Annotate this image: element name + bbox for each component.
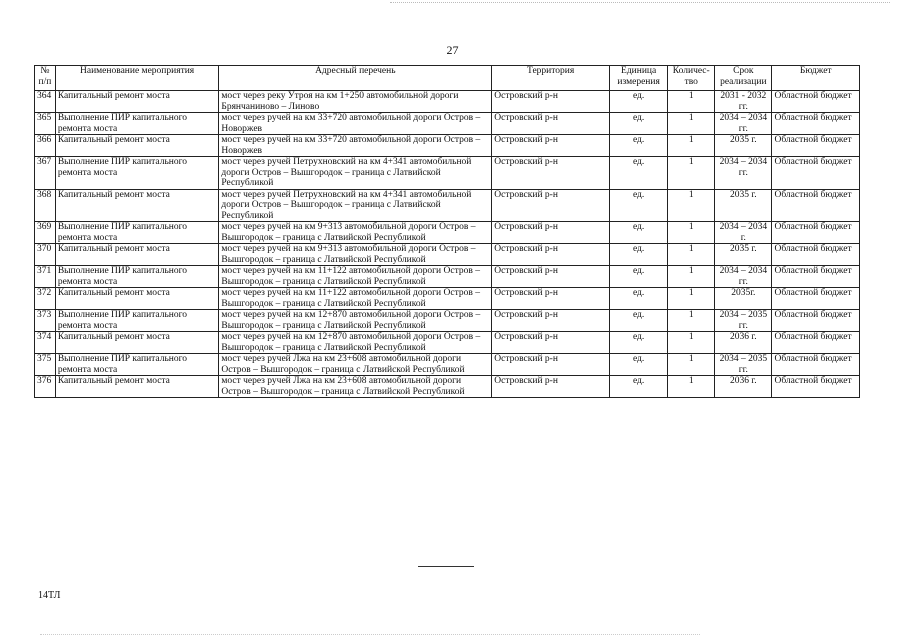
cell-qty: 1 — [668, 310, 715, 332]
cell-term: 2035г. — [715, 288, 772, 310]
cell-unit: ед. — [609, 266, 667, 288]
cell-unit: ед. — [609, 135, 667, 157]
header-territory: Территория — [492, 66, 610, 91]
table-row — [35, 244, 860, 266]
cell-unit: ед. — [609, 376, 667, 398]
cell-budget: Областной бюджет — [772, 354, 860, 376]
cell-budget: Областной бюджет — [772, 91, 860, 113]
cell-term: 2034 – 2035 гг. — [715, 310, 772, 332]
header-address: Адресный перечень — [219, 66, 492, 91]
cell-address: мост через ручей на км 12+870 автомобильной дороги Остров – Вышгородок – граница с Латвийской Республикой — [219, 332, 492, 354]
cell-unit: ед. — [609, 354, 667, 376]
cell-address: мост через ручей Лжа на км 23+608 автомобильной дороги Остров – Вышгородок – граница с Латвийской Республикой — [219, 376, 492, 398]
cell-budget: Областной бюджет — [772, 310, 860, 332]
cell-name: Капитальный ремонт моста — [55, 244, 219, 266]
cell-unit: ед. — [609, 113, 667, 135]
cell-unit: ед. — [609, 244, 667, 266]
cell-address: мост через ручей на км 12+870 автомобильной дороги Остров – Вышгородок – граница с Латвийской Республикой — [219, 310, 492, 332]
cell-address: мост через реку Утроя на км 1+250 автомобильной дороги Брянчаниново – Линово — [219, 91, 492, 113]
cell-term: 2035 г. — [715, 135, 772, 157]
cell-name: Выполнение ПИР капитального ремонта моста — [55, 354, 219, 376]
cell-num: 365 — [35, 113, 56, 135]
cell-territory: Островский р-н — [492, 189, 610, 222]
cell-num: 376 — [35, 376, 56, 398]
table-row — [35, 376, 860, 398]
footer-code: 14ТЛ — [38, 590, 61, 601]
cell-qty: 1 — [668, 91, 715, 113]
cell-term: 2031 - 2032 гг. — [715, 91, 772, 113]
table-row — [35, 266, 860, 288]
cell-budget: Областной бюджет — [772, 157, 860, 190]
table-row — [35, 332, 860, 354]
cell-budget: Областной бюджет — [772, 244, 860, 266]
cell-name: Выполнение ПИР капитального ремонта моста — [55, 266, 219, 288]
cell-name: Выполнение ПИР капитального ремонта моста — [55, 310, 219, 332]
cell-unit: ед. — [609, 157, 667, 190]
table-row — [35, 189, 860, 222]
cell-name: Выполнение ПИР капитального ремонта моста — [55, 222, 219, 244]
cell-address: мост через ручей Лжа на км 23+608 автомобильной дороги Остров – Вышгородок – граница с Латвийской Республикой — [219, 354, 492, 376]
cell-term: 2034 – 2034 гг. — [715, 113, 772, 135]
table-row — [35, 113, 860, 135]
cell-address: мост через ручей на км 11+122 автомобильной дороги Остров – Вышгородок – граница с Латвийской Республикой — [219, 288, 492, 310]
cell-qty: 1 — [668, 332, 715, 354]
cell-name: Капитальный ремонт моста — [55, 91, 219, 113]
cell-qty: 1 — [668, 354, 715, 376]
cell-budget: Областной бюджет — [772, 376, 860, 398]
table-row — [35, 288, 860, 310]
cell-num: 366 — [35, 135, 56, 157]
cell-num: 372 — [35, 288, 56, 310]
header-name: Наименование мероприятия — [55, 66, 219, 91]
scan-edge-bottom — [40, 634, 700, 636]
cell-address: мост через ручей на км 33+720 автомобильной дороги Остров – Новоржев — [219, 135, 492, 157]
cell-unit: ед. — [609, 222, 667, 244]
table-row — [35, 135, 860, 157]
cell-territory: Островский р-н — [492, 91, 610, 113]
cell-budget: Областной бюджет — [772, 266, 860, 288]
cell-num: 371 — [35, 266, 56, 288]
cell-territory: Островский р-н — [492, 354, 610, 376]
table-row — [35, 91, 860, 113]
cell-num: 368 — [35, 189, 56, 222]
cell-unit: ед. — [609, 310, 667, 332]
header-term: Срок реализации — [715, 66, 772, 91]
cell-unit: ед. — [609, 288, 667, 310]
cell-address: мост через ручей на км 9+313 автомобильной дороги Остров – Вышгородок – граница с Латвийской Республикой — [219, 244, 492, 266]
cell-territory: Островский р-н — [492, 157, 610, 190]
table-row — [35, 310, 860, 332]
cell-num: 375 — [35, 354, 56, 376]
cell-budget: Областной бюджет — [772, 113, 860, 135]
cell-address: мост через ручей на км 11+122 автомобильной дороги Остров – Вышгородок – граница с Латвийской Республикой — [219, 266, 492, 288]
table-row — [35, 354, 860, 376]
table-row — [35, 222, 860, 244]
header-unit: Единица измерения — [609, 66, 667, 91]
cell-qty: 1 — [668, 113, 715, 135]
cell-budget: Областной бюджет — [772, 332, 860, 354]
cell-qty: 1 — [668, 376, 715, 398]
header-budget: Бюджет — [772, 66, 860, 91]
cell-territory: Островский р-н — [492, 376, 610, 398]
cell-name: Капитальный ремонт моста — [55, 135, 219, 157]
cell-name: Выполнение ПИР капитального ремонта моста — [55, 157, 219, 190]
cell-term: 2035 г. — [715, 244, 772, 266]
cell-budget: Областной бюджет — [772, 288, 860, 310]
cell-term: 2034 – 2034 гг. — [715, 157, 772, 190]
cell-unit: ед. — [609, 91, 667, 113]
cell-num: 373 — [35, 310, 56, 332]
cell-budget: Областной бюджет — [772, 189, 860, 222]
cell-term: 2034 – 2034 г. — [715, 222, 772, 244]
cell-qty: 1 — [668, 244, 715, 266]
cell-address: мост через ручей на км 33+720 автомобильной дороги Остров – Новоржев — [219, 113, 492, 135]
cell-unit: ед. — [609, 189, 667, 222]
cell-territory: Островский р-н — [492, 266, 610, 288]
cell-qty: 1 — [668, 288, 715, 310]
cell-territory: Островский р-н — [492, 113, 610, 135]
cell-name: Выполнение ПИР капитального ремонта моста — [55, 113, 219, 135]
cell-budget: Областной бюджет — [772, 222, 860, 244]
header-num: № п/п — [35, 66, 56, 91]
measures-table — [34, 65, 860, 398]
scan-edge-top — [390, 2, 890, 4]
cell-address: мост через ручей Петрухновский на км 4+341 автомобильной дороги Остров – Вышгородок – граница с Латвийской Республикой — [219, 157, 492, 190]
cell-num: 364 — [35, 91, 56, 113]
cell-term: 2034 – 2034 гг. — [715, 266, 772, 288]
cell-num: 374 — [35, 332, 56, 354]
cell-term: 2036 г. — [715, 376, 772, 398]
page-number: 27 — [446, 43, 459, 57]
cell-term: 2036 г. — [715, 332, 772, 354]
cell-num: 369 — [35, 222, 56, 244]
cell-qty: 1 — [668, 157, 715, 190]
cell-name: Капитальный ремонт моста — [55, 332, 219, 354]
cell-unit: ед. — [609, 332, 667, 354]
footer-divider — [418, 566, 474, 567]
cell-territory: Островский р-н — [492, 332, 610, 354]
cell-qty: 1 — [668, 189, 715, 222]
cell-address: мост через ручей Петрухновский на км 4+341 автомобильной дороги Остров – Вышгородок – граница с Латвийской Республикой — [219, 189, 492, 222]
cell-qty: 1 — [668, 222, 715, 244]
cell-qty: 1 — [668, 266, 715, 288]
cell-name: Капитальный ремонт моста — [55, 288, 219, 310]
table-row — [35, 157, 860, 190]
cell-territory: Островский р-н — [492, 310, 610, 332]
cell-num: 370 — [35, 244, 56, 266]
cell-budget: Областной бюджет — [772, 135, 860, 157]
cell-qty: 1 — [668, 135, 715, 157]
cell-territory: Островский р-н — [492, 135, 610, 157]
cell-territory: Островский р-н — [492, 222, 610, 244]
cell-num: 367 — [35, 157, 56, 190]
cell-term: 2034 – 2035 гг. — [715, 354, 772, 376]
header-qty: Количес-тво — [668, 66, 715, 91]
cell-term: 2035 г. — [715, 189, 772, 222]
cell-name: Капитальный ремонт моста — [55, 189, 219, 222]
cell-territory: Островский р-н — [492, 244, 610, 266]
table-header-row — [35, 66, 860, 91]
cell-address: мост через ручей на км 9+313 автомобильной дороги Остров – Вышгородок – граница с Латвийской Республикой — [219, 222, 492, 244]
cell-territory: Островский р-н — [492, 288, 610, 310]
cell-name: Капитальный ремонт моста — [55, 376, 219, 398]
